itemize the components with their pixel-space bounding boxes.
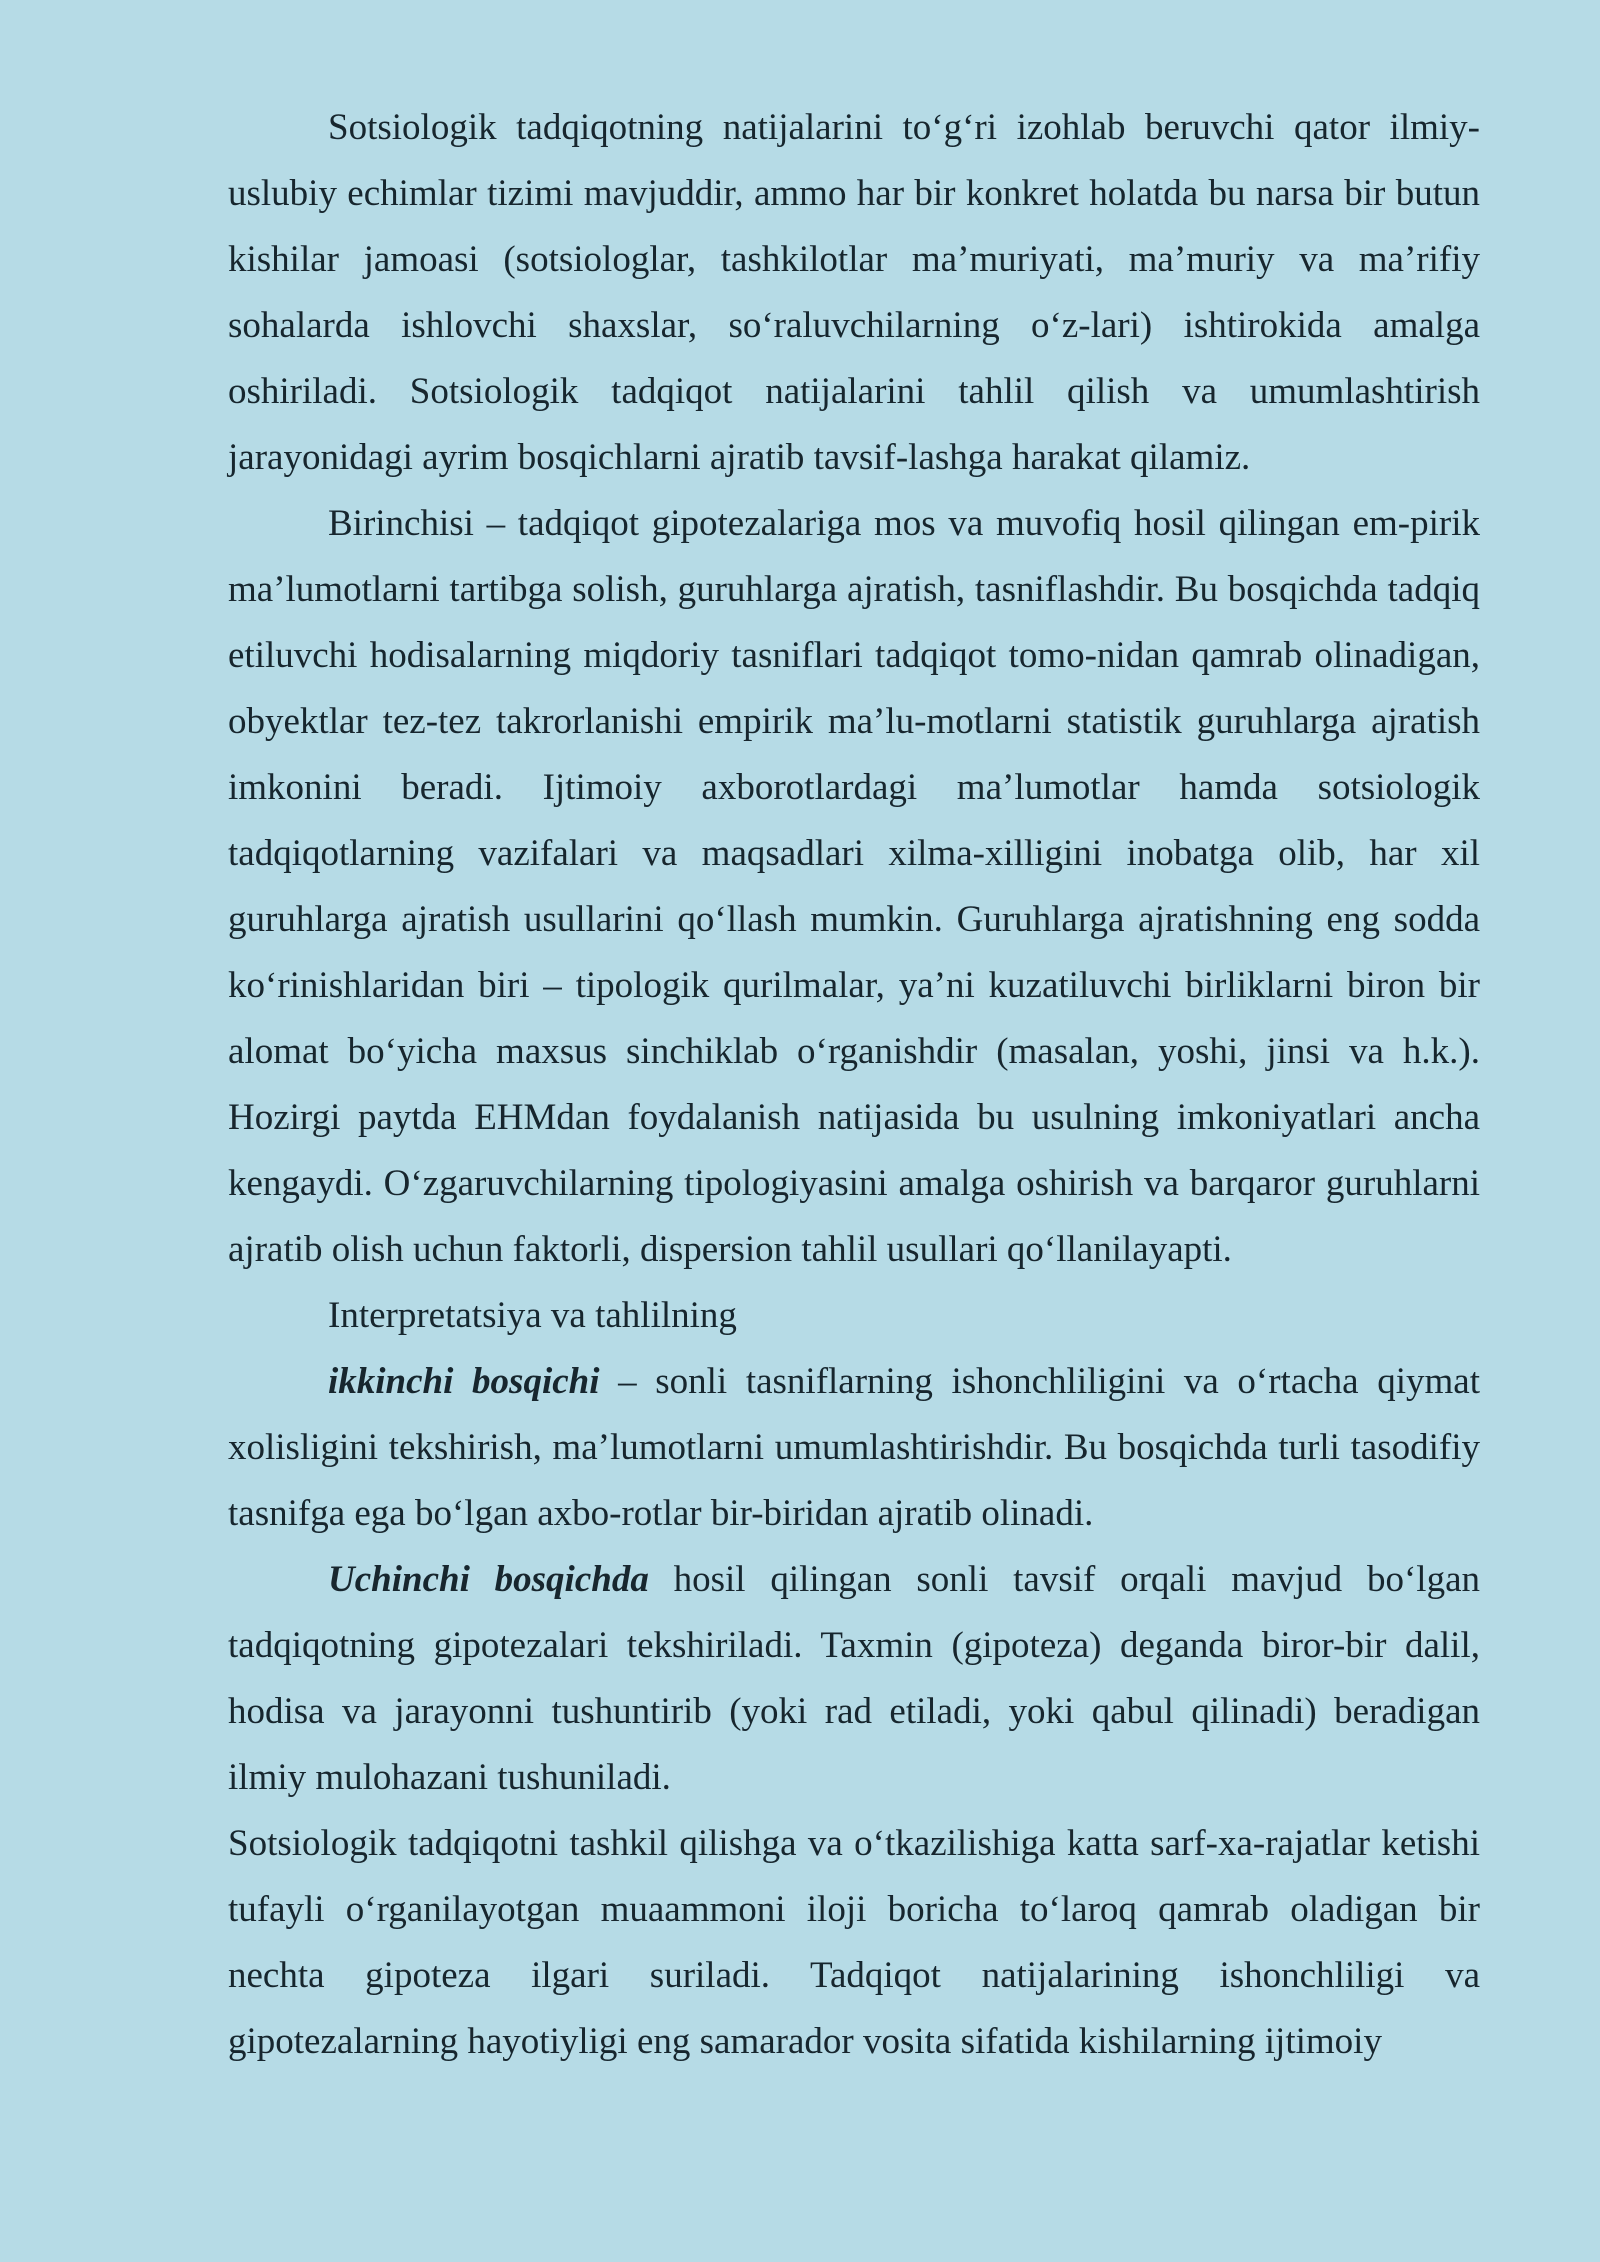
paragraph-5 [228,1547,1480,1811]
paragraph-3: Interpretatsiya va tahlilning [328,1295,737,1336]
paragraph-4 [228,1349,1480,1547]
paragraph-4-lead: ikkinchi bosqichi [328,1361,600,1402]
paragraph-5-rest: hosil qilingan sonli tavsif orqali mavjud bo‘lgan tadqiqotning gipotezalari tekshiriladi. Taxmin (gipoteza) deganda biror-bir dalil, hodisa va jarayonni tushuntirib (yoki rad etiladi, yoki qabul qilinadi) beradigan ilmiy mulohazani tushuniladi. [228,1559,1480,1798]
paragraph-1: Sotsiologik tadqiqotning natijalarini to‘g‘ri izohlab beruvchi qator ilmiy-uslubiy echimlar tizimi mavjuddir, ammo har bir konkret holatda bu narsa bir butun kishilar jamoasi (sotsiologlar, tashkilotlar ma’muriyati, ma’muriy va ma’rifiy sohalarda ishlovchi shaxslar, so‘raluvchilarning o‘z-lari) ishtirokida amalga oshiriladi. Sotsiologik tadqiqot natijalarini tahlil qilish va umumlashtirish jarayonidagi ayrim bosqichlarni ajratib tavsif-lashga harakat qilamiz. [228,107,1480,478]
paragraph-6: Sotsiologik tadqiqotni tashkil qilishga va o‘tkazilishiga katta sarf-xa-rajatlar ketishi tufayli o‘rganilayotgan muaammoni iloji boricha to‘laroq qamrab oladigan bir nechta gipoteza ilgari suriladi. Tadqiqot natijalarining ishonchliligi va gipotezalarning hayotiyligi eng samarador vosita sifatida kishilarning ijtimoiy [228,1823,1480,2062]
text-content [228,95,1480,2075]
paragraph-2: Birinchisi – tadqiqot gipotezalariga mos va muvofiq hosil qilingan em-pirik ma’lumotlarni tartibga solish, guruhlarga ajratish, tasniflashdir. Bu bosqichda tadqiq etiluvchi hodisalarning miqdoriy tasniflari tadqiqot tomo-nidan qamrab olinadigan, obyektlar tez-tez takrorlanishi empirik ma’lu-motlarni statistik guruhlarga ajratish imkonini beradi. Ijtimoiy axborotlardagi ma’lumotlar hamda sotsiologik tadqiqotlarning vazifalari va maqsadlari xilma-xilligini inobatga olib, har xil guruhlarga ajratish usullarini qo‘llash mumkin. Guruhlarga ajratishning eng sodda ko‘rinishlaridan biri – tipologik qurilmalar, ya’ni kuzatiluvchi birliklarni biron bir alomat bo‘yicha maxsus sinchiklab o‘rganishdir (masalan, yoshi, jinsi va h.k.). Hozirgi paytda EHMdan foydalanish natijasida bu usulning imkoniyatlari ancha kengaydi. O‘zgaruvchilarning tipologiyasini amalga oshirish va barqaror guruhlarni ajratib olish uchun faktorli, dispersion tahlil usullari qo‘llanilayapti. [228,503,1480,1270]
paragraph-5-lead: Uchinchi bosqichda [328,1559,649,1600]
paragraph-4-rest: – sonli tasniflarning ishonchliligini va o‘rtacha qiymat xolisligini tekshirish, ma’lumotlarni umumlashtirishdir. Bu bosqichda turli tasodifiy tasnifga ega bo‘lgan axbo-rotlar bir-biridan ajratib olinadi. [228,1361,1480,1534]
